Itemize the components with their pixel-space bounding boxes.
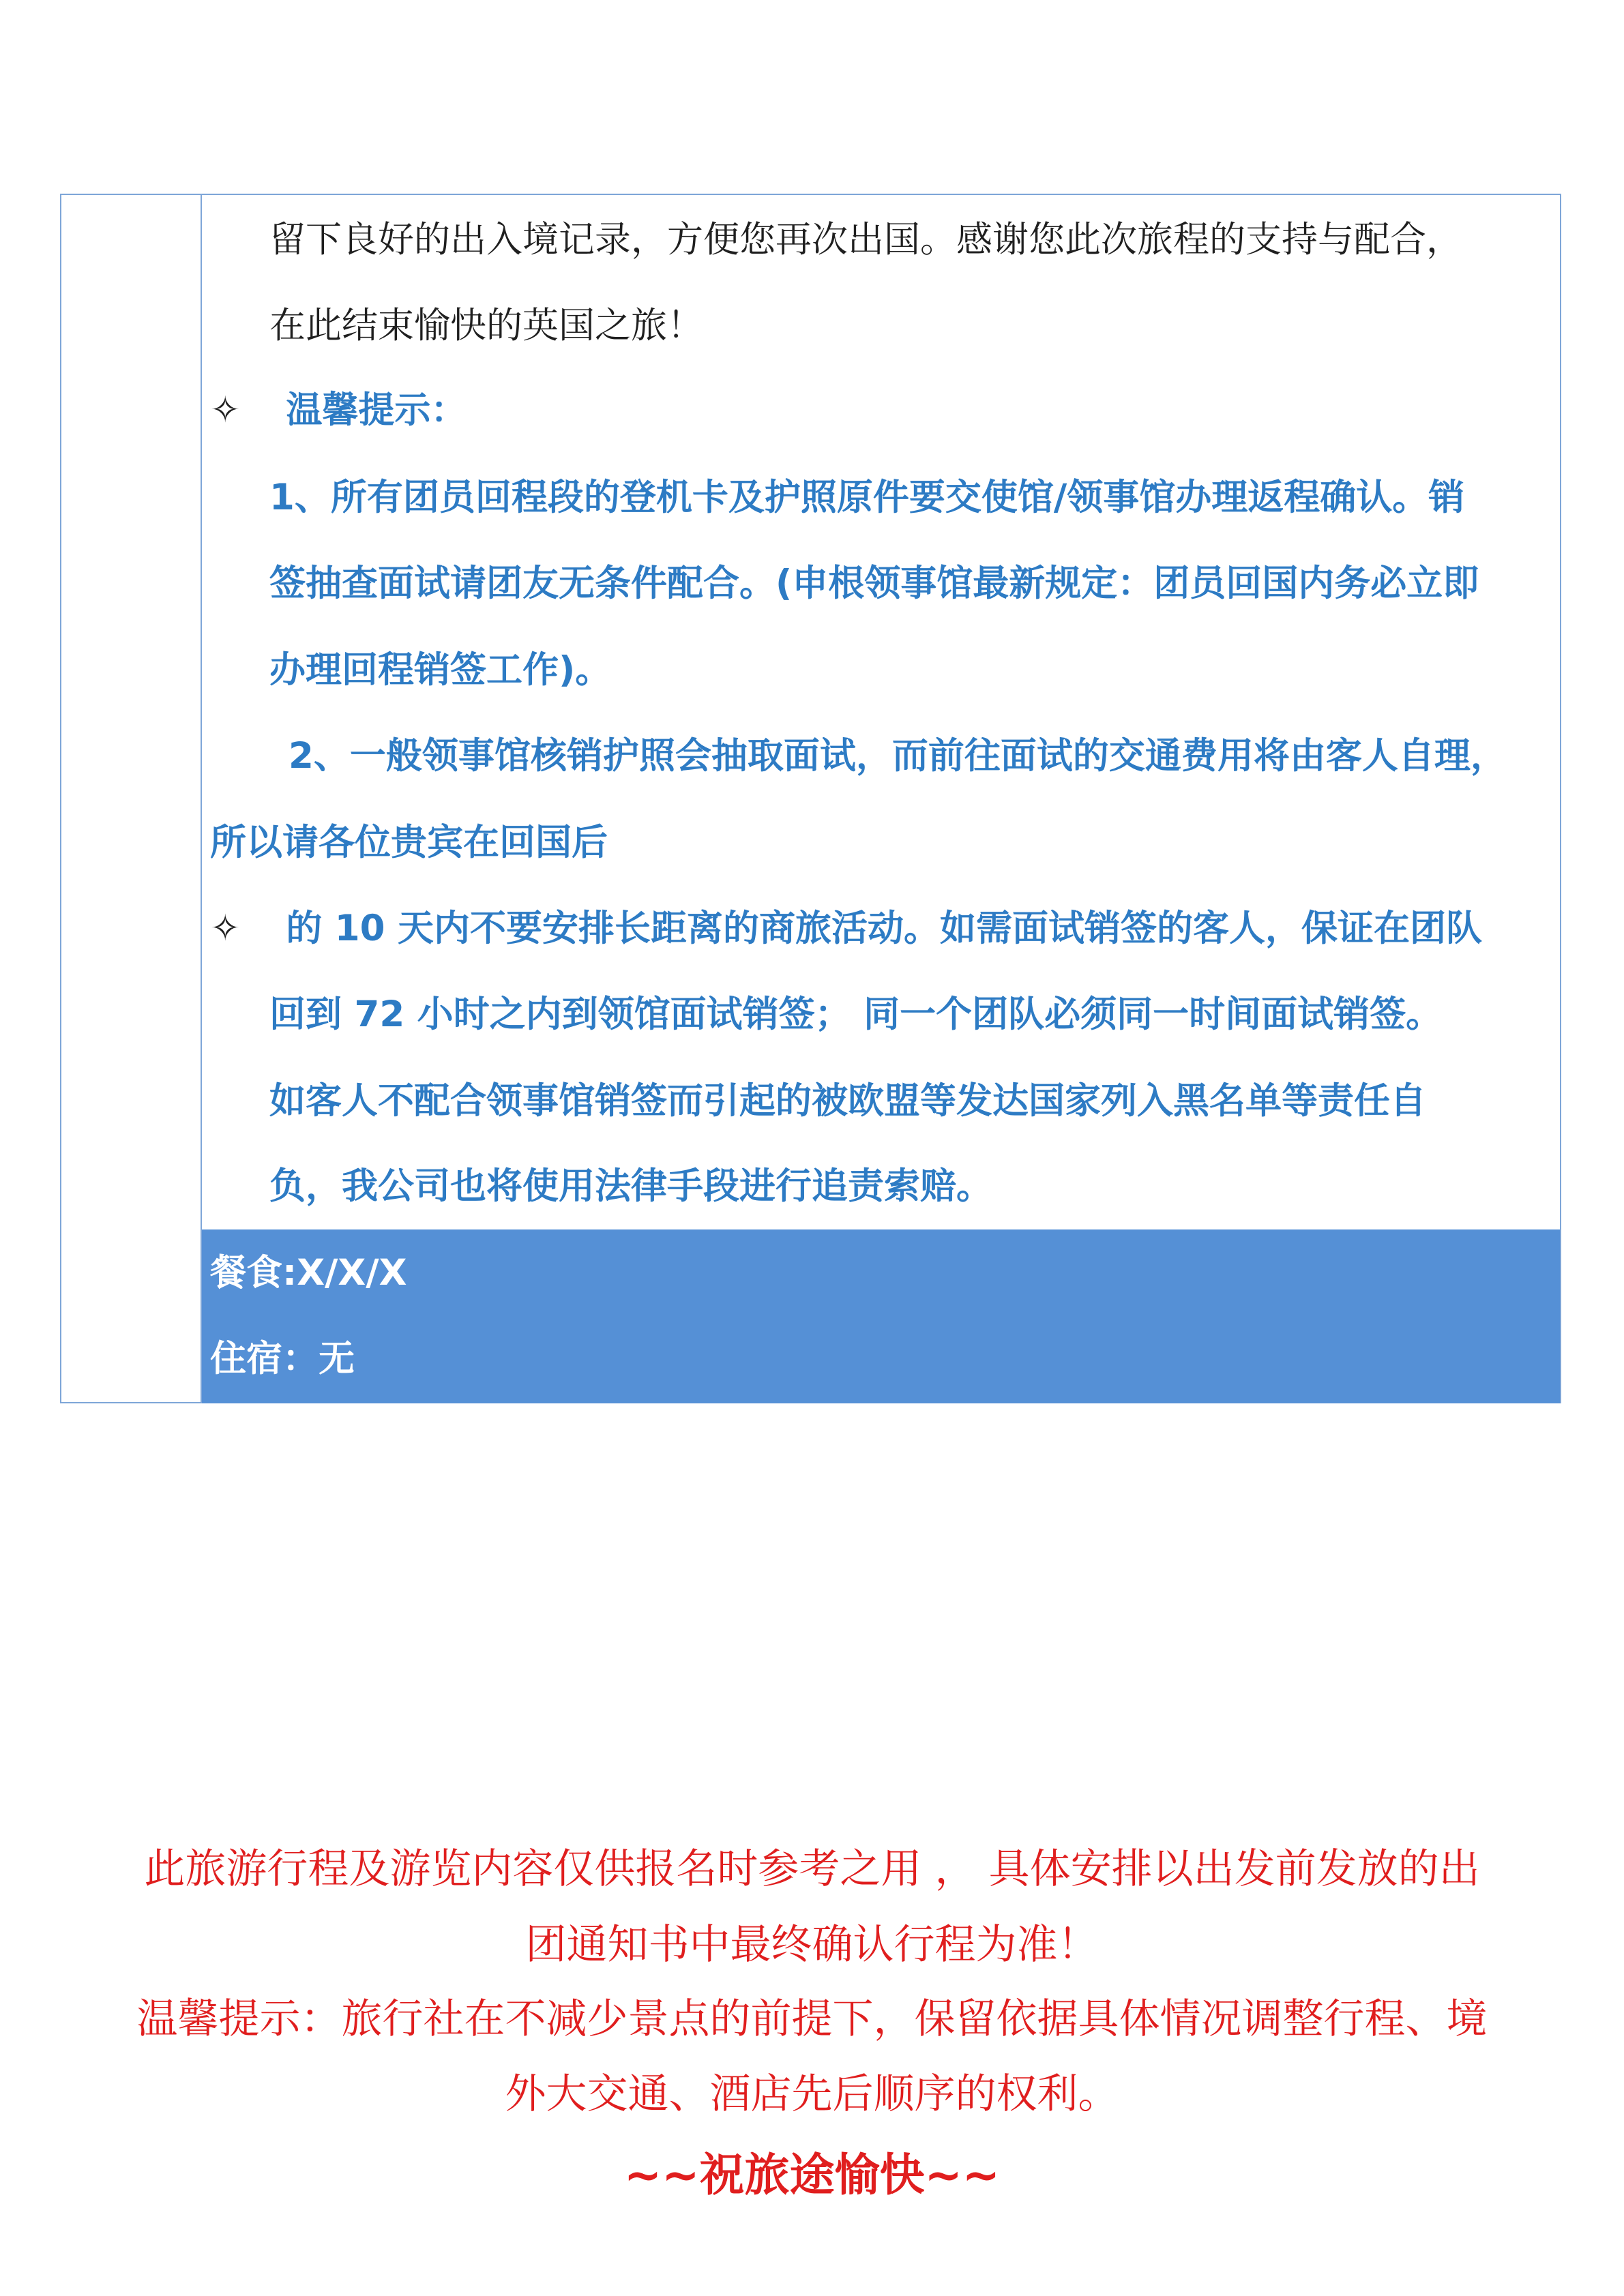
tip3-first-row <box>210 907 1482 951</box>
paragraph-line: 留下良好的出入境记录，方便您再次出国。感谢您此次旅程的支持与配合， <box>269 219 1462 260</box>
tips-heading: 温馨提示： <box>286 389 467 431</box>
tip1-line: 签抽查面试请团友无条件配合。(申根领事馆最新规定：团员回国内务必立即 <box>269 563 1479 604</box>
tips-heading-row <box>210 389 467 432</box>
tip1-line: 1、所有团员回程段的登机卡及护照原件要交使馆/领事馆办理返程确认。销 <box>269 477 1465 518</box>
itinerary-table <box>60 194 1561 1403</box>
bullet-diamond-icon: ✧ <box>210 908 241 949</box>
lodging-text: 住宿：无 <box>210 1338 355 1380</box>
tip3-line: 的 10 天内不要安排长距离的商旅活动。如需面试销签的客人，保证在团队 <box>286 908 1482 949</box>
disclaimer-line: 温馨提示：旅行社在不减少景点的前提下，保留依据具体情况调整行程、境 <box>136 1995 1488 2043</box>
closing-wish: ~~祝旅途愉快~~ <box>623 2149 1001 2201</box>
bullet-diamond-icon: ✧ <box>210 389 241 431</box>
tip3-line: 如客人不配合领事馆销签而引起的被欧盟等发达国家列入黑名单等责任自 <box>269 1080 1426 1122</box>
meals-lodging-band <box>202 1229 1560 1403</box>
tip2-line: 2、一般领事馆核销护照会抽取面试，而前往面试的交通费用将由客人自理， <box>289 735 1507 777</box>
tip2-line: 所以请各位贵宾在回国后 <box>210 822 608 863</box>
tip3-line: 回到 72 小时之内到领馆面试销签； 同一个团队必须同一时间面试销签。 <box>269 994 1443 1035</box>
meals-text: 餐食:X/X/X <box>210 1252 407 1294</box>
disclaimer-line: 外大交通、酒店先后顺序的权利。 <box>505 2070 1119 2118</box>
day-content <box>202 195 1560 1402</box>
tip1-line: 办理回程销签工作)。 <box>269 649 612 691</box>
paragraph-line: 在此结束愉快的英国之旅！ <box>269 305 703 346</box>
disclaimer-line: 团通知书中最终确认行程为准！ <box>525 1921 1099 1969</box>
day-column <box>61 195 202 1402</box>
tip3-line: 负，我公司也将使用法律手段进行追责索赔。 <box>269 1165 992 1207</box>
disclaimer-line: 此旅游行程及游览内容仅供报名时参考之用 ， 具体安排以出发前发放的出 <box>144 1845 1480 1893</box>
